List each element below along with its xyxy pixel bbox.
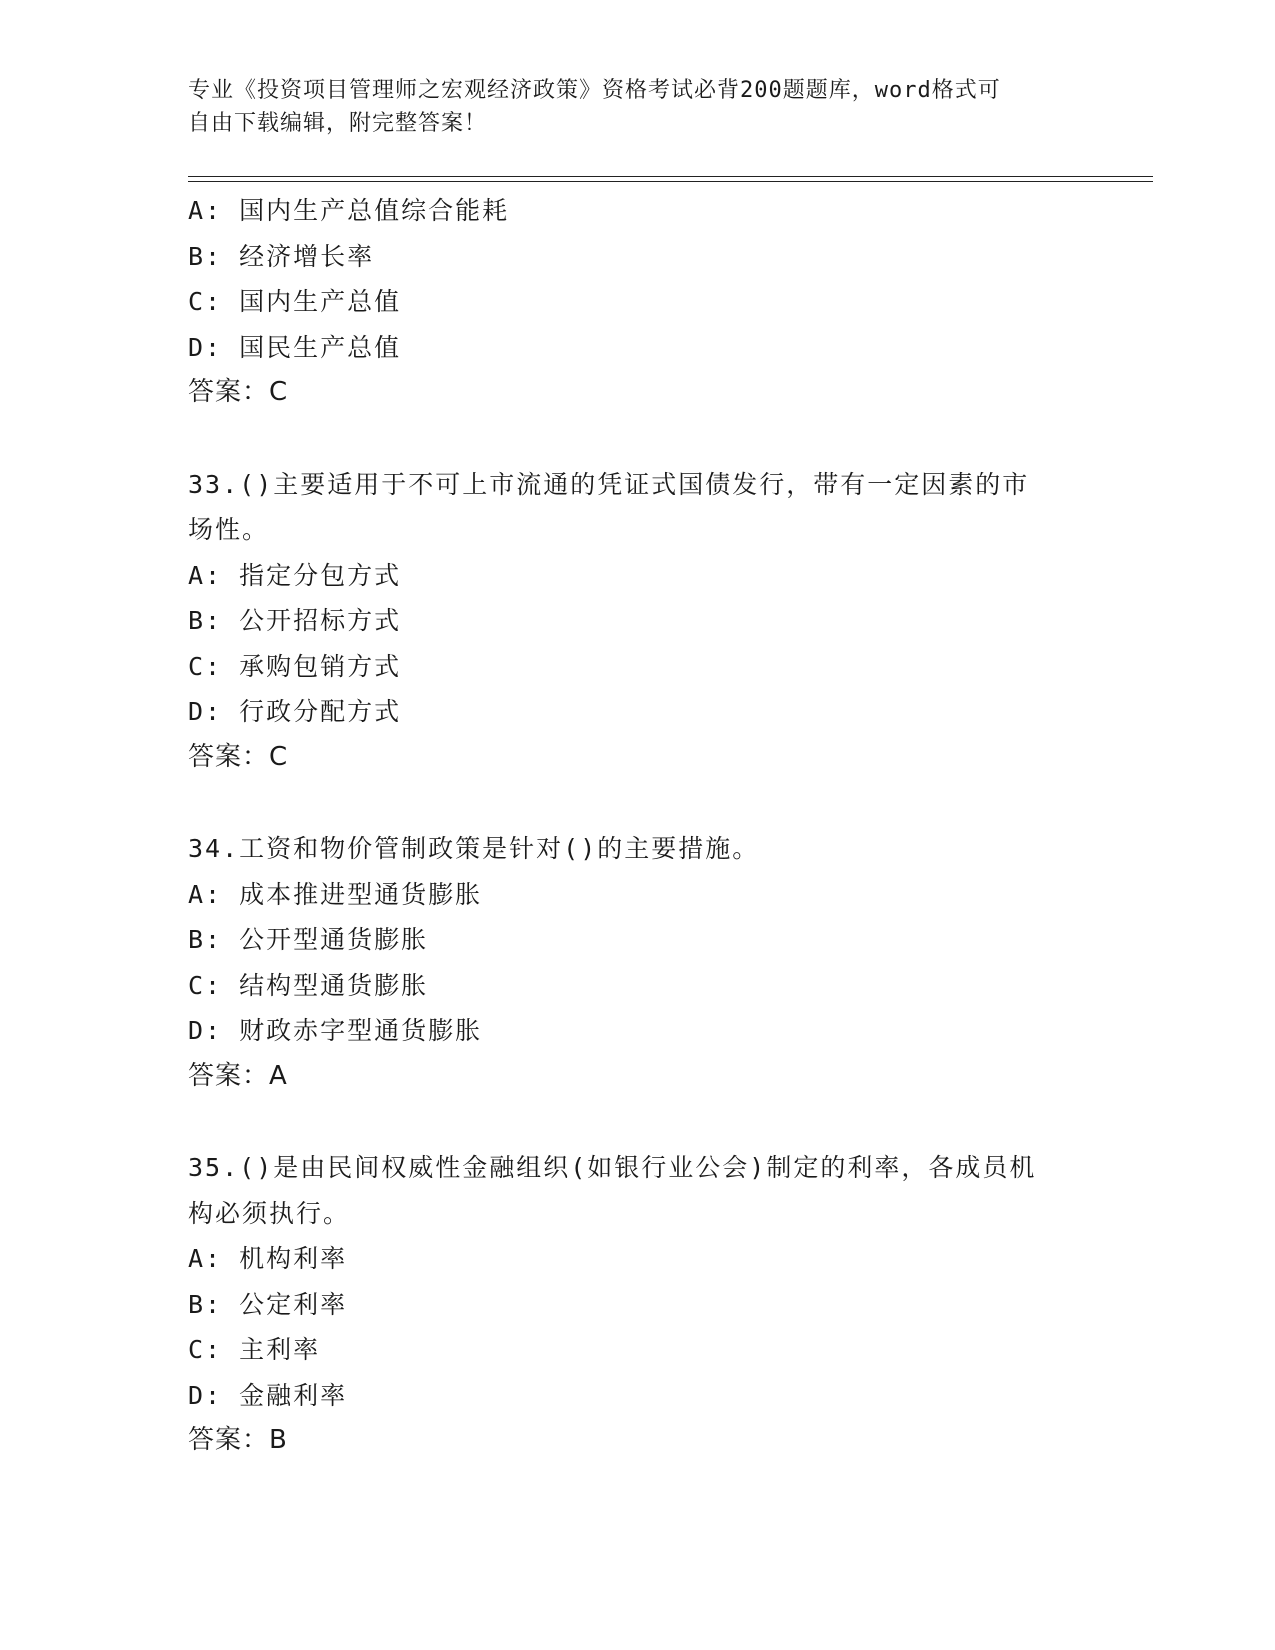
option-b: B: 公开型通货膨胀 — [188, 925, 429, 954]
document-header — [188, 74, 1068, 140]
option-a: A: 国内生产总值综合能耗 — [188, 196, 510, 225]
header-line-2: 自由下载编辑，附完整答案！ — [188, 111, 488, 136]
question-33-block — [188, 462, 1088, 781]
option-b: B: 公开招标方式 — [188, 606, 402, 635]
option-c: C: 结构型通货膨胀 — [188, 970, 429, 1000]
header-divider-bottom — [188, 181, 1153, 182]
answer-line: 答案：C — [188, 377, 289, 407]
spacer — [188, 780, 1088, 826]
option-a: A: 成本推进型通货膨胀 — [188, 879, 483, 909]
header-line-1: 专业《投资项目管理师之宏观经济政策》资格考试必背200题题库，word格式可 — [188, 78, 1001, 103]
option-c: C: 主利率 — [188, 1335, 321, 1364]
question-text-line-2: 构必须执行。 — [188, 1198, 351, 1228]
document-body — [188, 188, 1088, 1464]
answer-line: 答案：A — [188, 1060, 288, 1091]
option-d: D: 金融利率 — [188, 1380, 348, 1410]
question-text-line-1: 34.工资和物价管制政策是针对()的主要措施。 — [188, 834, 760, 863]
question-text-line-2: 场性。 — [188, 515, 270, 544]
option-a: A: 指定分包方式 — [188, 560, 402, 590]
spacer — [188, 416, 1088, 462]
question-text-line-1: 35.()是由民间权威性金融组织(如银行业公会)制定的利率，各成员机 — [188, 1153, 1037, 1182]
answer-line: 答案：B — [188, 1425, 288, 1455]
option-c: C: 承购包销方式 — [188, 651, 402, 681]
header-divider-top — [188, 176, 1153, 177]
option-b: B: 经济增长率 — [188, 241, 375, 271]
option-d: D: 财政赤字型通货膨胀 — [188, 1016, 483, 1045]
spacer — [188, 1099, 1088, 1145]
question-32-block — [188, 188, 1088, 416]
question-text-line-1: 33.()主要适用于不可上市流通的凭证式国债发行，带有一定因素的市 — [188, 469, 1030, 499]
option-c: C: 国内生产总值 — [188, 287, 402, 316]
question-35-block — [188, 1145, 1088, 1464]
option-d: D: 国民生产总值 — [188, 332, 402, 362]
option-b: B: 公定利率 — [188, 1289, 348, 1319]
option-d: D: 行政分配方式 — [188, 697, 402, 726]
answer-line: 答案：C — [188, 741, 289, 772]
question-34-block — [188, 826, 1088, 1099]
option-a: A: 机构利率 — [188, 1244, 348, 1273]
